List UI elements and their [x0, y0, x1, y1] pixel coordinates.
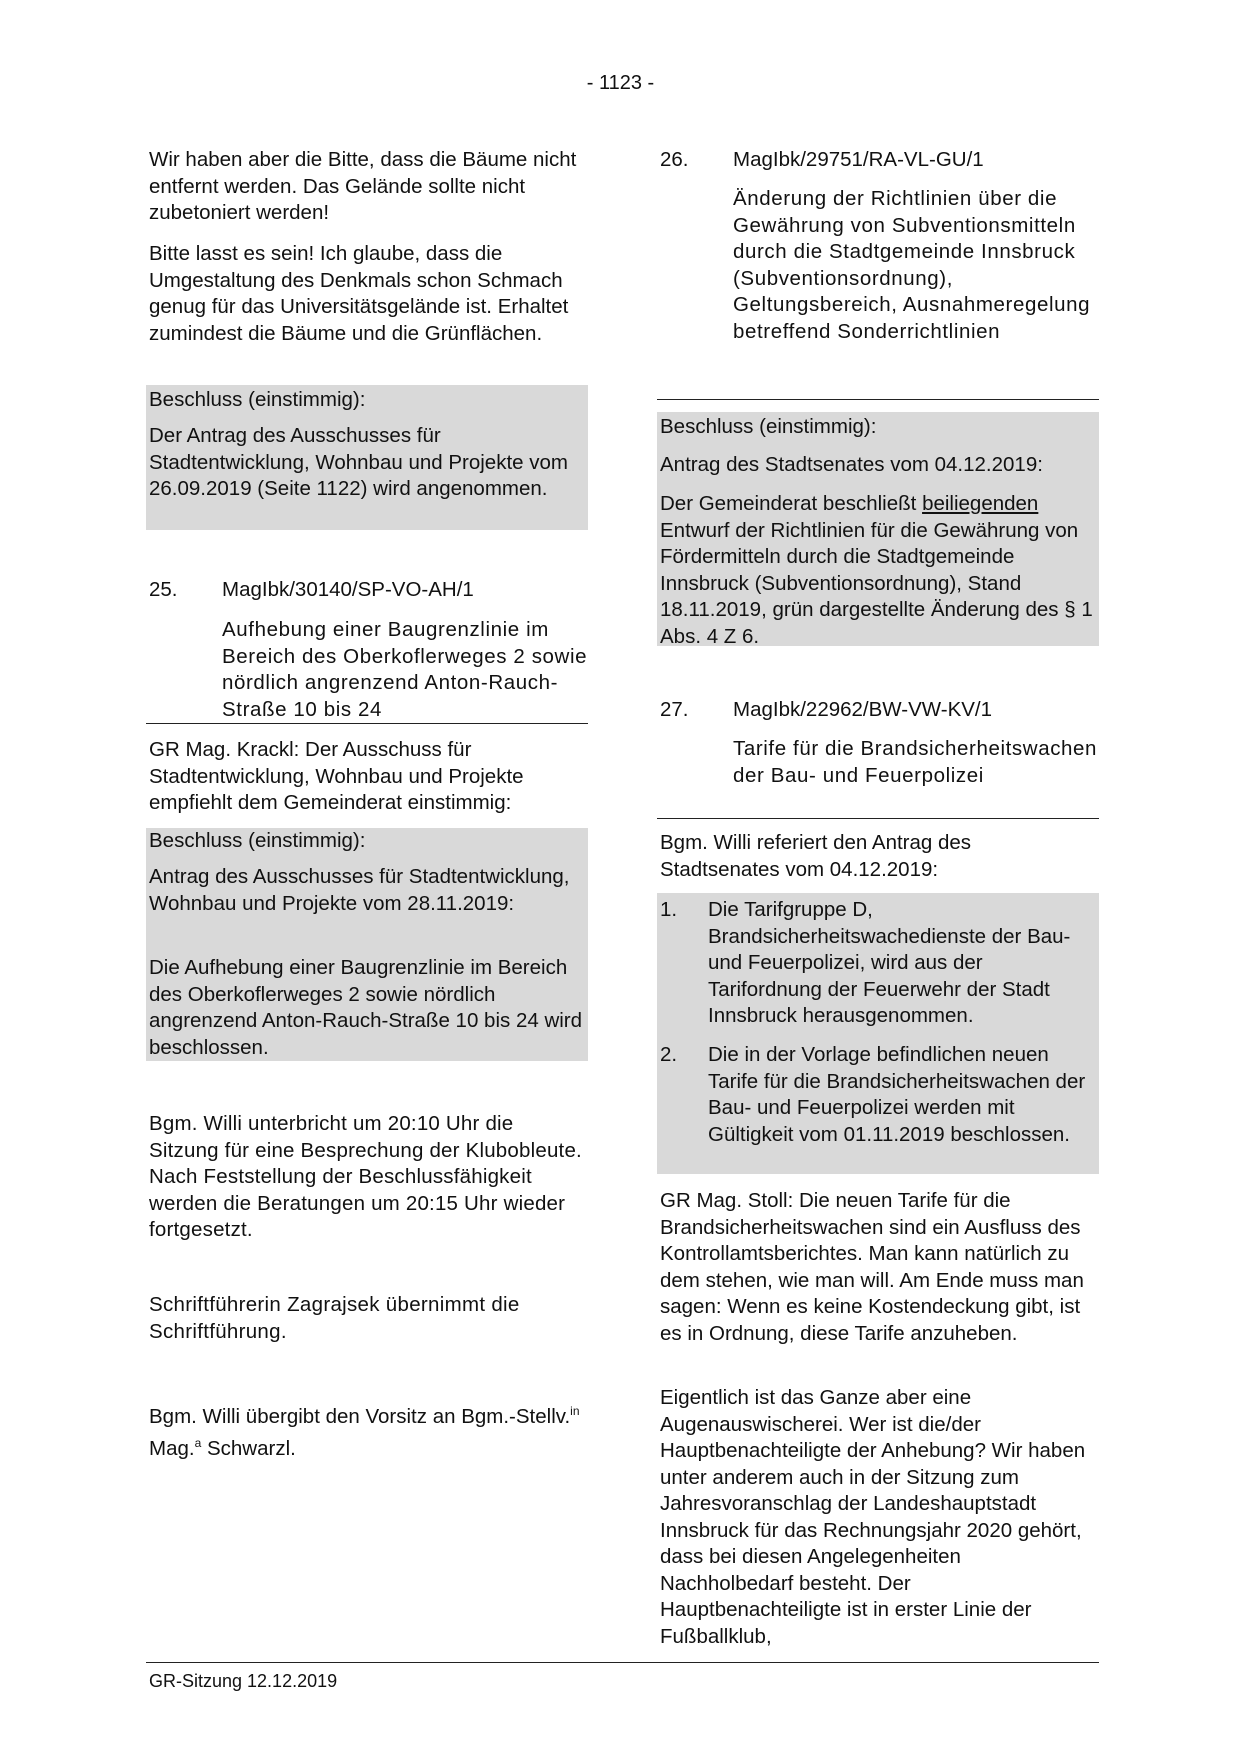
resolution-text: Der Gemeinderat beschließt beiliegenden Entwurf der Richtlinien für die Gewährung von Fördermitteln durch die Stadtgemeinde Innsbruck (Subventionsordnung), Stand 18.11.2019, grün dargestellte Änderung des § 1 Abs. 4 Z 6.	[660, 492, 1093, 648]
item-divider	[657, 399, 1099, 400]
item-divider	[146, 723, 588, 724]
paragraph-krackl: GR Mag. Krackl: Der Ausschuss für Stadtentwicklung, Wohnbau und Projekte empfiehlt dem Gemeinderat einstimmig:	[149, 738, 524, 814]
agenda-item-26	[657, 147, 1099, 397]
agenda-item-number: 27.	[660, 698, 689, 721]
agenda-item-subject: Aufhebung einer Baugrenzlinie im Bereich des Oberkoflerweges 2 sowie nördlich angrenzend Anton-Rauch-Straße 10 bis 24	[222, 618, 588, 721]
page-number: - 1123 -	[586, 72, 655, 94]
resolution-heading: Beschluss (einstimmig):	[149, 388, 366, 411]
paragraph-stoll: GR Mag. Stoll: Die neuen Tarife für die Brandsicherheitswachen sind ein Ausfluss des Kontrollamtsberichtes. Man kann natürlich zu dem stehen, wie man will. Am Ende muss man sagen: Wenn es keine Kostendeckung gibt, ist es in Ordnung, diese Tarife anzuheben.	[660, 1189, 1084, 1345]
list-item-text: Die in der Vorlage befindlichen neuen Tarife für die Brandsicherheitswachen der Bau- und Feuerpolizei werden mit Gültigkeit vom 01.11.2019 beschlossen.	[708, 1043, 1086, 1146]
agenda-item-number: 26.	[660, 148, 689, 171]
paragraph-willi-report: Bgm. Willi referiert den Antrag des Stadtsenates vom 04.12.2019:	[660, 831, 972, 881]
agenda-item-25	[146, 577, 588, 723]
paragraph-appeal: Bitte lasst es sein! Ich glaube, dass die Umgestaltung des Denkmals schon Schmach genug für das Universitätsgelände ist. Erhaltet zumindest die Bäume und die Grünflächen.	[149, 242, 569, 345]
list-item-text: Die Tarifgruppe D, Brandsicherheitswachedienste der Bau- und Feuerpolizei, wird aus der Tarifordnung der Feuerwehr der Stadt Innsbruck herausgenommen.	[708, 898, 1071, 1027]
paragraph-chair-handover: Bgm. Willi übergibt den Vorsitz an Bgm.-Stellv.$^{in}$ Mag.$^a$ Schwarzl.	[149, 1404, 580, 1461]
agenda-item-code: MagIbk/30140/SP-VO-AH/1	[222, 578, 474, 601]
paragraph-secretary: Schriftführerin Zagrajsek übernimmt die Schriftführung.	[149, 1293, 520, 1343]
agenda-item-number: 25.	[149, 578, 178, 601]
list-item-number: 2.	[660, 1043, 678, 1066]
list-item-number: 1.	[660, 898, 678, 921]
item-divider	[657, 818, 1099, 819]
resolution-text: Die Aufhebung einer Baugrenzlinie im Bereich des Oberkoflerweges 2 sowie nördlich angrenzend Anton-Rauch-Straße 10 bis 24 wird beschlossen.	[149, 956, 583, 1059]
resolution-box	[146, 828, 588, 1061]
resolution-heading: Beschluss (einstimmig):	[149, 829, 366, 852]
resolution-intro: Antrag des Ausschusses für Stadtentwicklung, Wohnbau und Projekte vom 28.11.2019:	[149, 865, 570, 915]
agenda-item-subject: Änderung der Richtlinien über die Gewährung von Subventionsmitteln durch die Stadtgemeinde Innsbruck (Subventionsordnung), Geltungsbereich, Ausnahmeregelung betreffend Sonderrichtlinien	[733, 187, 1091, 343]
footer-session: GR-Sitzung 12.12.2019	[149, 1671, 338, 1691]
paragraph-tree-request: Wir haben aber die Bitte, dass die Bäume nicht entfernt werden. Das Gelände sollte nicht zubetoniert werden!	[149, 148, 577, 224]
paragraph-stoll-continued: Eigentlich ist das Ganze aber eine Augenauswischerei. Wer ist die/der Hauptbenachteiligte der Anhebung? Wir haben unter anderem auch in der Sitzung zum Jahresvoranschlag der Landeshauptstadt Innsbruck für das Rechnungsjahr 2020 gehört, dass bei diesen Angelegenheiten Nachholbedarf besteht. Der Hauptbenachteiligte ist in erster Linie der Fußballklub,	[660, 1386, 1086, 1648]
resolution-list-box	[657, 893, 1099, 1174]
agenda-item-code: MagIbk/22962/BW-VW-KV/1	[733, 698, 993, 721]
agenda-item-code: MagIbk/29751/RA-VL-GU/1	[733, 148, 984, 171]
resolution-box	[146, 385, 588, 530]
resolution-heading: Beschluss (einstimmig):	[660, 415, 877, 438]
resolution-text: Der Antrag des Ausschusses für Stadtentwicklung, Wohnbau und Projekte vom 26.09.2019 (Seite 1122) wird angenommen.	[149, 424, 568, 500]
paragraph-interruption: Bgm. Willi unterbricht um 20:10 Uhr die Sitzung für eine Besprechung der Klubobleute. Nach Feststellung der Beschlussfähigkeit werden die Beratungen um 20:15 Uhr wieder fortgesetzt.	[149, 1112, 582, 1241]
agenda-item-27	[657, 697, 1099, 815]
resolution-box	[657, 412, 1099, 646]
resolution-intro: Antrag des Stadtsenates vom 04.12.2019:	[660, 453, 1043, 476]
footer-divider	[146, 1662, 1099, 1663]
agenda-item-subject: Tarife für die Brandsicherheitswachen der Bau- und Feuerpolizei	[733, 737, 1098, 787]
